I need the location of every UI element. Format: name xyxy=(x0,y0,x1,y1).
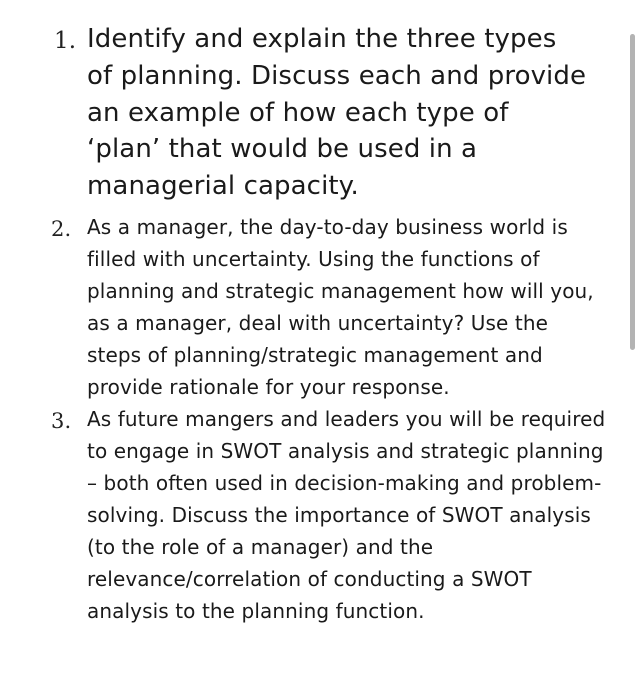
question-number: 3. xyxy=(51,408,72,433)
question-item-1 xyxy=(0,0,620,205)
vertical-scrollbar[interactable] xyxy=(630,34,635,350)
question-item-2 xyxy=(0,205,620,403)
question-number: 1. xyxy=(54,28,77,54)
question-text: As a manager, the day-to-day business world is filled with uncertainty. Using the functions of planning and strategic management how will you, as a manager, deal with uncertainty? Use the steps of planning/strategic management and provide rationale for your response. xyxy=(87,214,594,399)
question-item-3 xyxy=(0,403,620,627)
question-text: As future mangers and leaders you will be required to engage in SWOT analysis and strategic planning – both often used in decision-making and problem-solving. Discuss the importance of SWOT analysis (to the role of a manager) and the relevance/correlation of conducting a SWOT analysis to the planning function. xyxy=(87,406,606,623)
question-text: Identify and explain the three types of planning. Discuss each and provide an example of how each type of ‘plan’ that would be used in a managerial capacity. xyxy=(87,24,587,202)
question-number: 2. xyxy=(51,216,72,241)
